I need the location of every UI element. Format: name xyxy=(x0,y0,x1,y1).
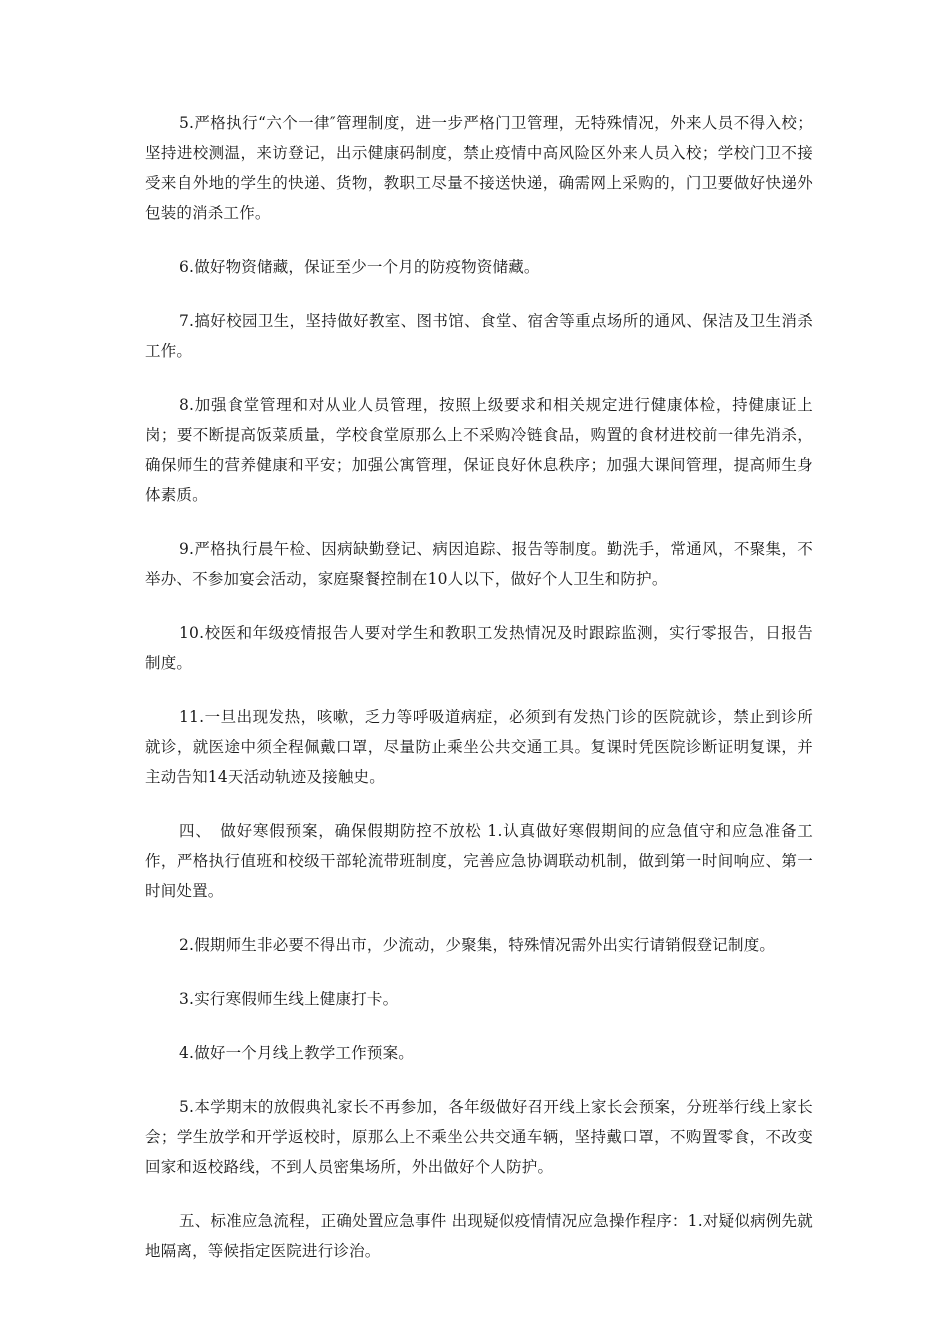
paragraph-gate-management: 5.严格执行“六个一律″管理制度，进一步严格门卫管理，无特殊情况，外来人员不得入校；坚持进校测温，来访登记，出示健康码制度，禁止疫情中高风险区外来人员入校；学校门卫不接受来自外地的学生的快递、货物，教职工尽量不接送快递，确需网上采购的，门卫要做好快递外包装的消杀工作。 xyxy=(145,114,813,222)
paragraph-supplies-storage: 6.做好物资储藏，保证至少一个月的防疫物资储藏。 xyxy=(179,258,540,276)
paragraph-parent-meeting: 5.本学期末的放假典礼家长不再参加，各年级做好召开线上家长会预案，分班举行线上家长会；学生放学和开学返校时，原那么上不乘坐公共交通车辆，坚持戴口罩，不购置零食，不改变回家和返校路线，不到人员密集场所，外出做好个人防护。 xyxy=(145,1098,813,1176)
paragraph-health-checkin: 3.实行寒假师生线上健康打卡。 xyxy=(179,990,399,1008)
paragraph-travel-restriction: 2.假期师生非必要不得出市，少流动，少聚集，特殊情况需外出实行请销假登记制度。 xyxy=(179,936,776,954)
paragraph-fever-procedure: 11.一旦出现发热，咳嗽，乏力等呼吸道病症，必须到有发热门诊的医院就诊，禁止到诊所就诊，就医途中须全程佩戴口罩，尽量防止乘坐公共交通工具。复课时凭医院诊断证明复课，并主动告知14天活动轨迹及接触史。 xyxy=(145,708,813,786)
paragraph-canteen-management: 8.加强食堂管理和对从业人员管理，按照上级要求和相关规定进行健康体检，持健康证上岗；要不断提高饭菜质量，学校食堂原那么上不采购冷链食品，购置的食材进校前一律先消杀，确保师生的营养健康和平安；加强公寓管理，保证良好休息秩序；加强大课间管理，提高师生身体素质。 xyxy=(145,396,813,504)
paragraph-campus-hygiene: 7.搞好校园卫生，坚持做好教室、图书馆、食堂、宿舍等重点场所的通风、保洁及卫生消杀工作。 xyxy=(145,312,813,360)
paragraph-winter-vacation-plan: 四、 做好寒假预案，确保假期防控不放松 1.认真做好寒假期间的应急值守和应急准备工作，严格执行值班和校级干部轮流带班制度，完善应急协调联动机制，做到第一时间响应、第一时间处置。 xyxy=(145,822,813,900)
document-body xyxy=(145,108,813,1290)
paragraph-fever-monitoring: 10.校医和年级疫情报告人要对学生和教职工发热情况及时跟踪监测，实行零报告，日报告制度。 xyxy=(145,624,813,672)
paragraph-online-teaching: 4.做好一个月线上教学工作预案。 xyxy=(179,1044,414,1062)
paragraph-morning-check: 9.严格执行晨午检、因病缺勤登记、病因追踪、报告等制度。勤洗手，常通风，不聚集，不举办、不参加宴会活动，家庭聚餐控制在10人以下，做好个人卫生和防护。 xyxy=(145,540,813,588)
paragraph-emergency-procedure: 五、标准应急流程，正确处置应急事件 出现疑似疫情情况应急操作程序：1.对疑似病例先就地隔离，等候指定医院进行诊治。 xyxy=(145,1212,813,1260)
